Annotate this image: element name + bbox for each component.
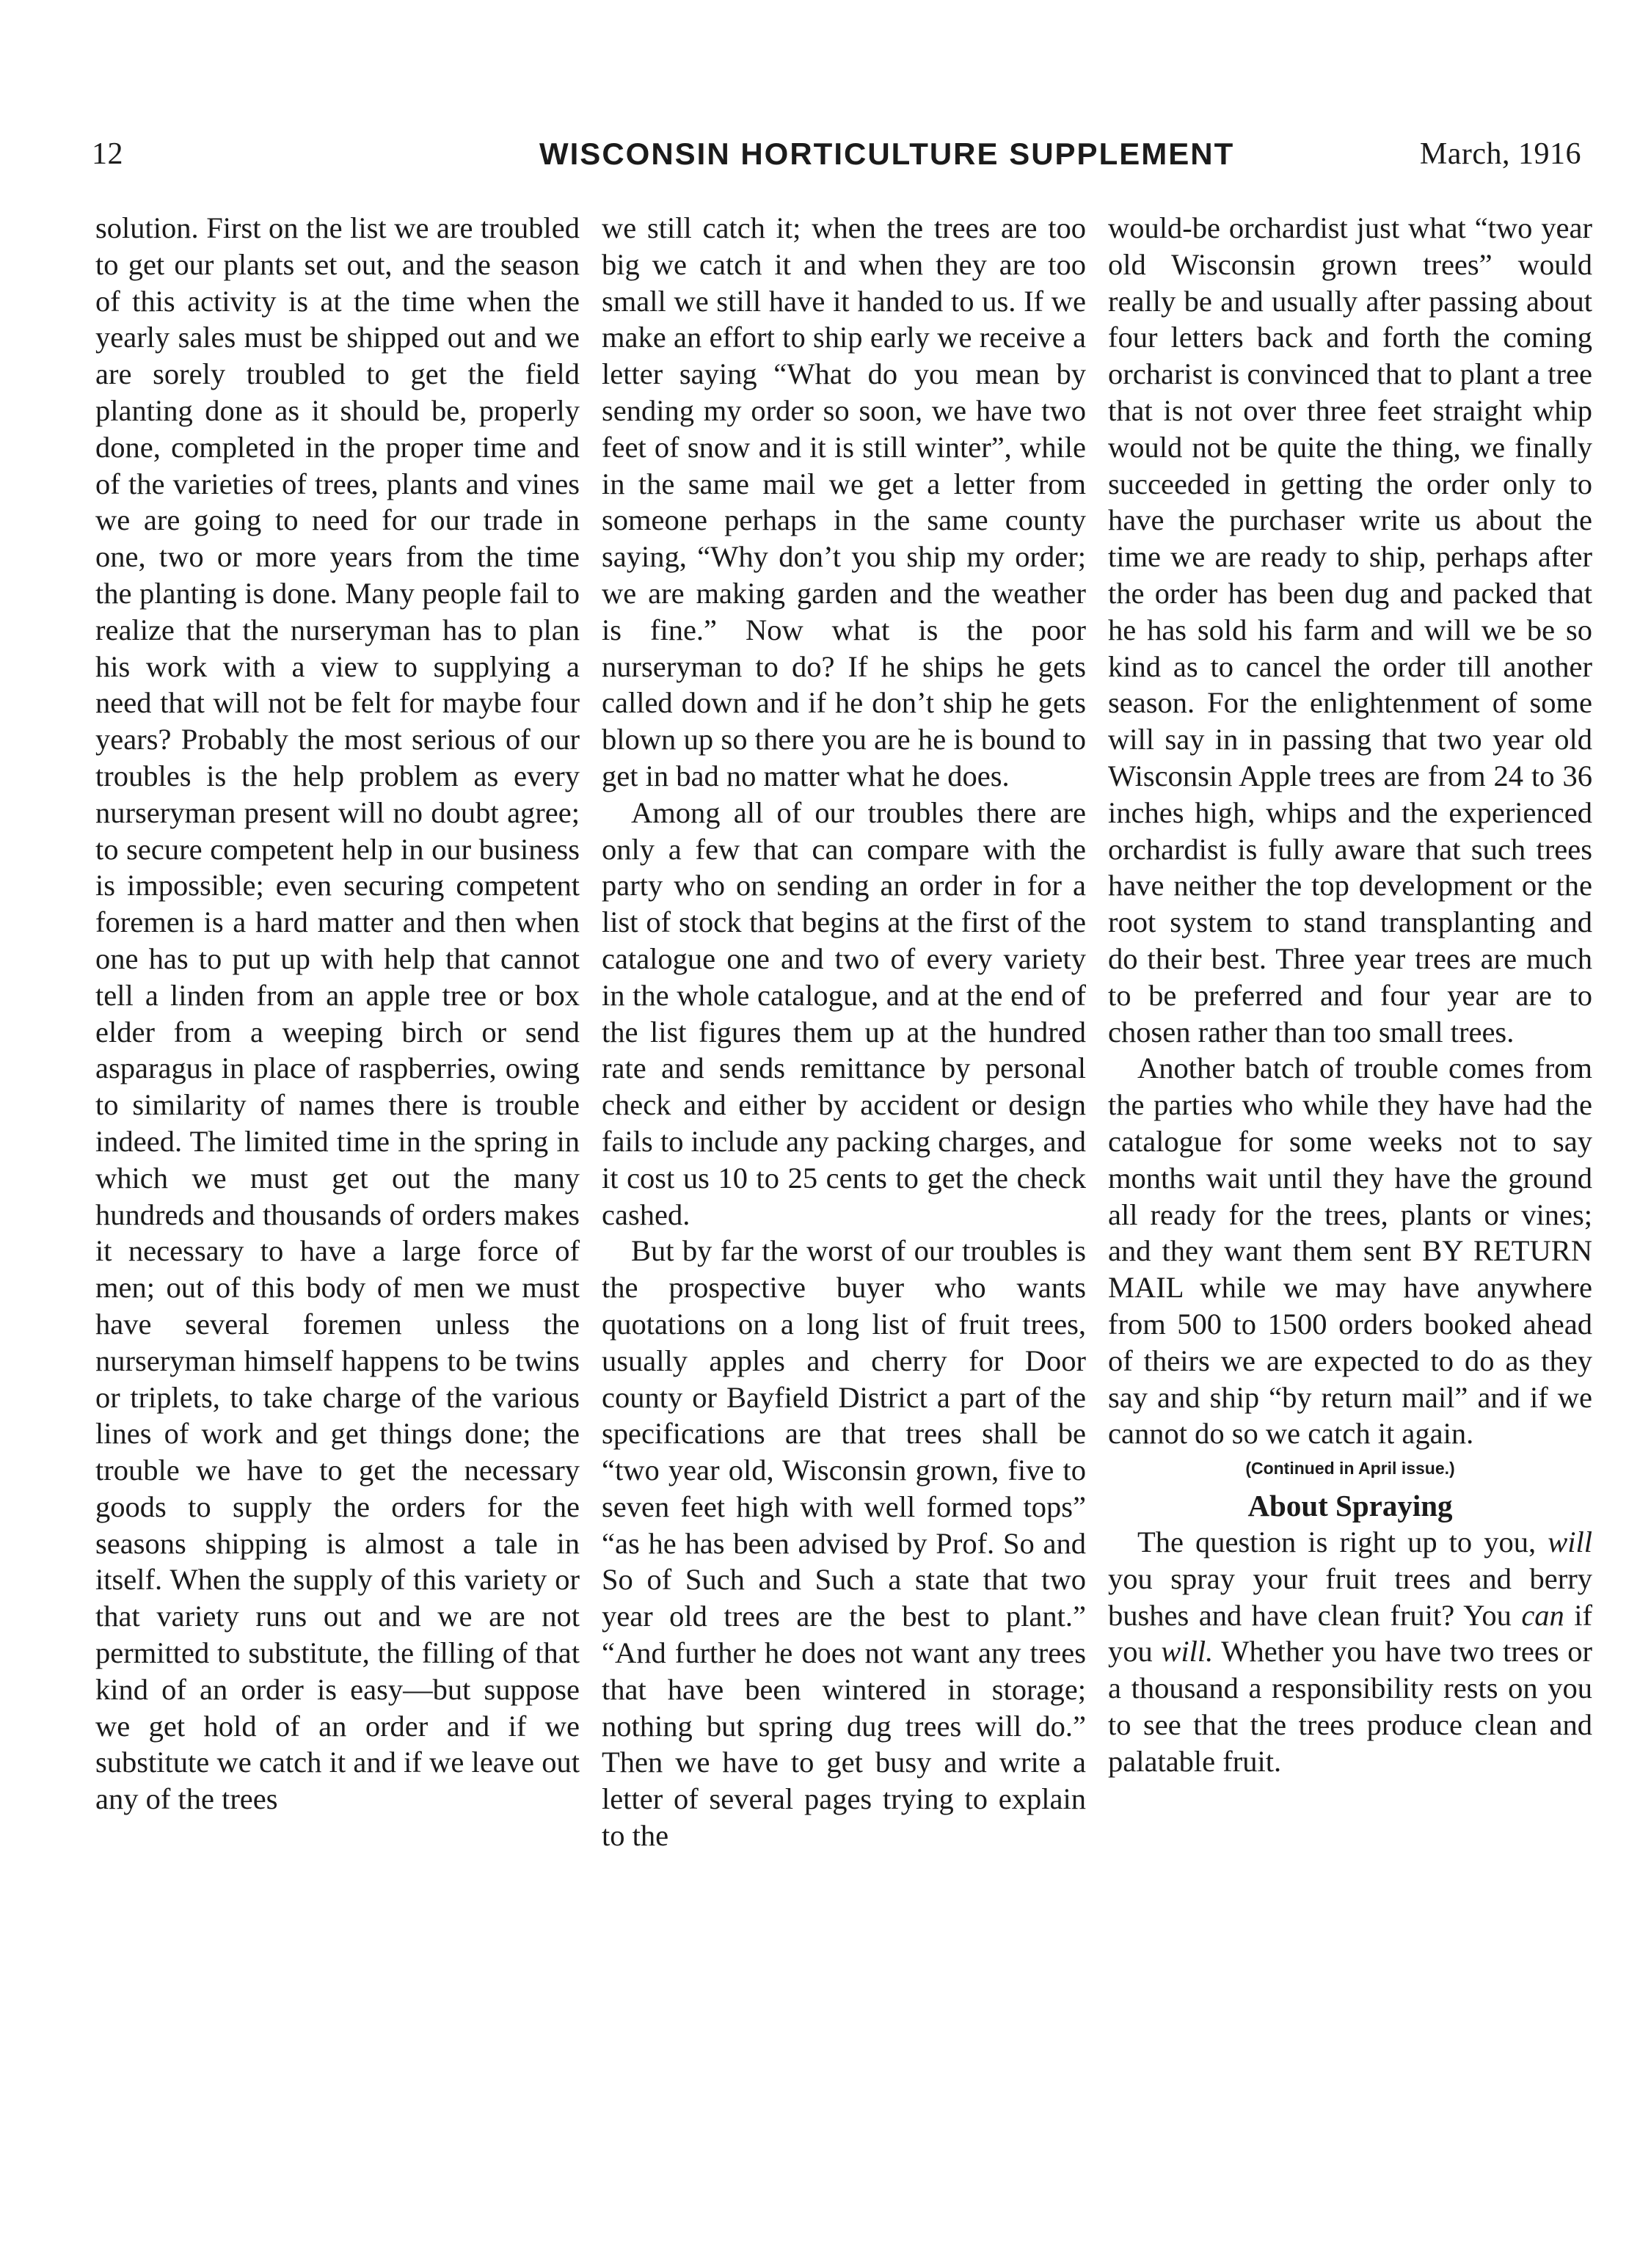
spraying-text-1: The question is right up to you,	[1137, 1525, 1537, 1559]
continued-note: (Continued in April issue.)	[1245, 1459, 1455, 1478]
issue-date: March, 1916	[1419, 137, 1581, 171]
page-number: 12	[92, 137, 123, 171]
section-heading-about-spraying: About Spraying	[1247, 1489, 1453, 1523]
col1-paragraph-1: solution. First on the list we are troubled to get our plants set out, and the season of this activity is at the time when the yearly sales must be shipped out and we are sorely troubled to get the field planting done as it should be, properly done, completed in the proper time and of the varieties of trees, plants and vines we are going to need for our trade in one, two or more years from the time the planting is done. Many people fail to realize that the nurseryman has to plan his work with a view to supplying a need that will not be felt for maybe four years? Probably the most serious of our troubles is the help problem as every nurseryman present will no doubt agree; to secure competent help in our business is impossible; even securing competent foremen is a hard matter and then when one has to put up with help that cannot tell a linden from an apple tree or box elder from a weeping birch or send asparagus in place of raspberries, owing to similarity of names there is trouble indeed. The limited time in the spring in which we must get out the many hundreds and thousands of orders makes it necessary to have a large force of men; out of this body of men we must have several foremen unless the nurseryman himself happens to be twins or triplets, to take charge of the various lines of work and get things done; the trouble we have to get the necessary goods to supply the orders for the seasons shipping is almost a tale in itself. When the supply of this variety or that variety runs out and we are not permitted to substitute, the filling of that kind of an order is easy—but suppose we get hold of an order and if we substitute we catch it and if we leave out any of the trees	[95, 211, 580, 1816]
spraying-paragraph	[1108, 1524, 1592, 1780]
column-2	[602, 210, 1086, 1854]
article-body	[95, 210, 1592, 2191]
column-3	[1108, 210, 1592, 1780]
spraying-emphasis-can: can	[1521, 1598, 1564, 1632]
spraying-emphasis-will: will	[1548, 1525, 1592, 1559]
spraying-text-2: you spray your fruit trees and berry bushes and have clean fruit? You	[1108, 1561, 1592, 1632]
col2-paragraph-2: Among all of our troubles there are only a few that can compare with the party who on sending an order in for a list of stock that begins at the first of the catalogue one and two of every variety in the whole catalogue, and at the end of the list figures them up at the hundred rate and sends remittance by personal check and either by accident or design fails to include any packing charges, and it cost us 10 to 25 cents to get the check cashed.	[602, 795, 1086, 1231]
spraying-text-3: if you	[1108, 1598, 1593, 1669]
col3-paragraph-2: Another batch of trouble comes from the parties who while they have had the catalogue for some weeks not to say months wait until they have the ground all ready for the trees, plants or vines; and they want them sent BY RETURN MAIL while we may have anywhere from 500 to 1500 orders booked ahead of theirs we are expected to do as they say and ship “by return mail” and if we cannot do so we catch it again.	[1108, 1051, 1592, 1451]
spraying-text-4: Whether you have two trees or a thousand a responsibility rests on you to see that the trees produce clean and palatable fruit.	[1108, 1635, 1593, 1778]
column-1	[95, 210, 580, 1817]
col2-paragraph-1: we still catch it; when the trees are too big we catch it and when they are too small we still have it handed to us. If we make an effort to ship early we receive a letter saying “What do you mean by sending my order so soon, we have two feet of snow and it is still winter”, while in the same mail we get a letter from someone perhaps in the same county saying, “Why don’t you ship my order; we are making garden and the weather is fine.” Now what is the poor nurseryman to do? If he ships he gets called down and if he don’t ship he gets blown up so there you are he is bound to get in bad no matter what he does.	[602, 211, 1086, 792]
spraying-emphasis-will-2: will.	[1161, 1635, 1214, 1669]
page-header	[92, 129, 1581, 188]
col2-paragraph-3: But by far the worst of our troubles is the prospective buyer who wants quotations on a long list of fruit trees, usually apples and cherry for Door county or Bayfield District a part of the specifications are that trees shall be “two year old, Wisconsin grown, five to seven feet high with well formed tops” “as he has been advised by Prof. So and So of Such and Such a state that two year old trees are the best to plant.” “And further he does not want any trees that have been wintered in storage; nothing but spring dug trees will do.” Then we have to get busy and write a letter of several pages trying to explain to the	[602, 1234, 1086, 1853]
publication-title: WISCONSIN HORTICULTURE SUPPLEMENT	[539, 136, 1235, 171]
col3-paragraph-1: would-be orchardist just what “two year old Wisconsin grown trees” would really be and usually after passing about four letters back and forth the coming orcharist is convinced that to plant a tree that is not over three feet straight whip would not be quite the thing, we finally succeeded in getting the order only to have the purchaser write us about the time we are ready to ship, perhaps after the order has been dug and packed that he has sold his farm and will we be so kind as to cancel the order till another season. For the enlightenment of some will say in in passing that two year old Wisconsin Apple trees are from 24 to 36 inches high, whips and the experienced orchardist is fully aware that such trees have neither the top development or the root system to stand transplanting and do their best. Three year trees are much to be preferred and four year are to chosen rather than too small trees.	[1108, 211, 1592, 1049]
